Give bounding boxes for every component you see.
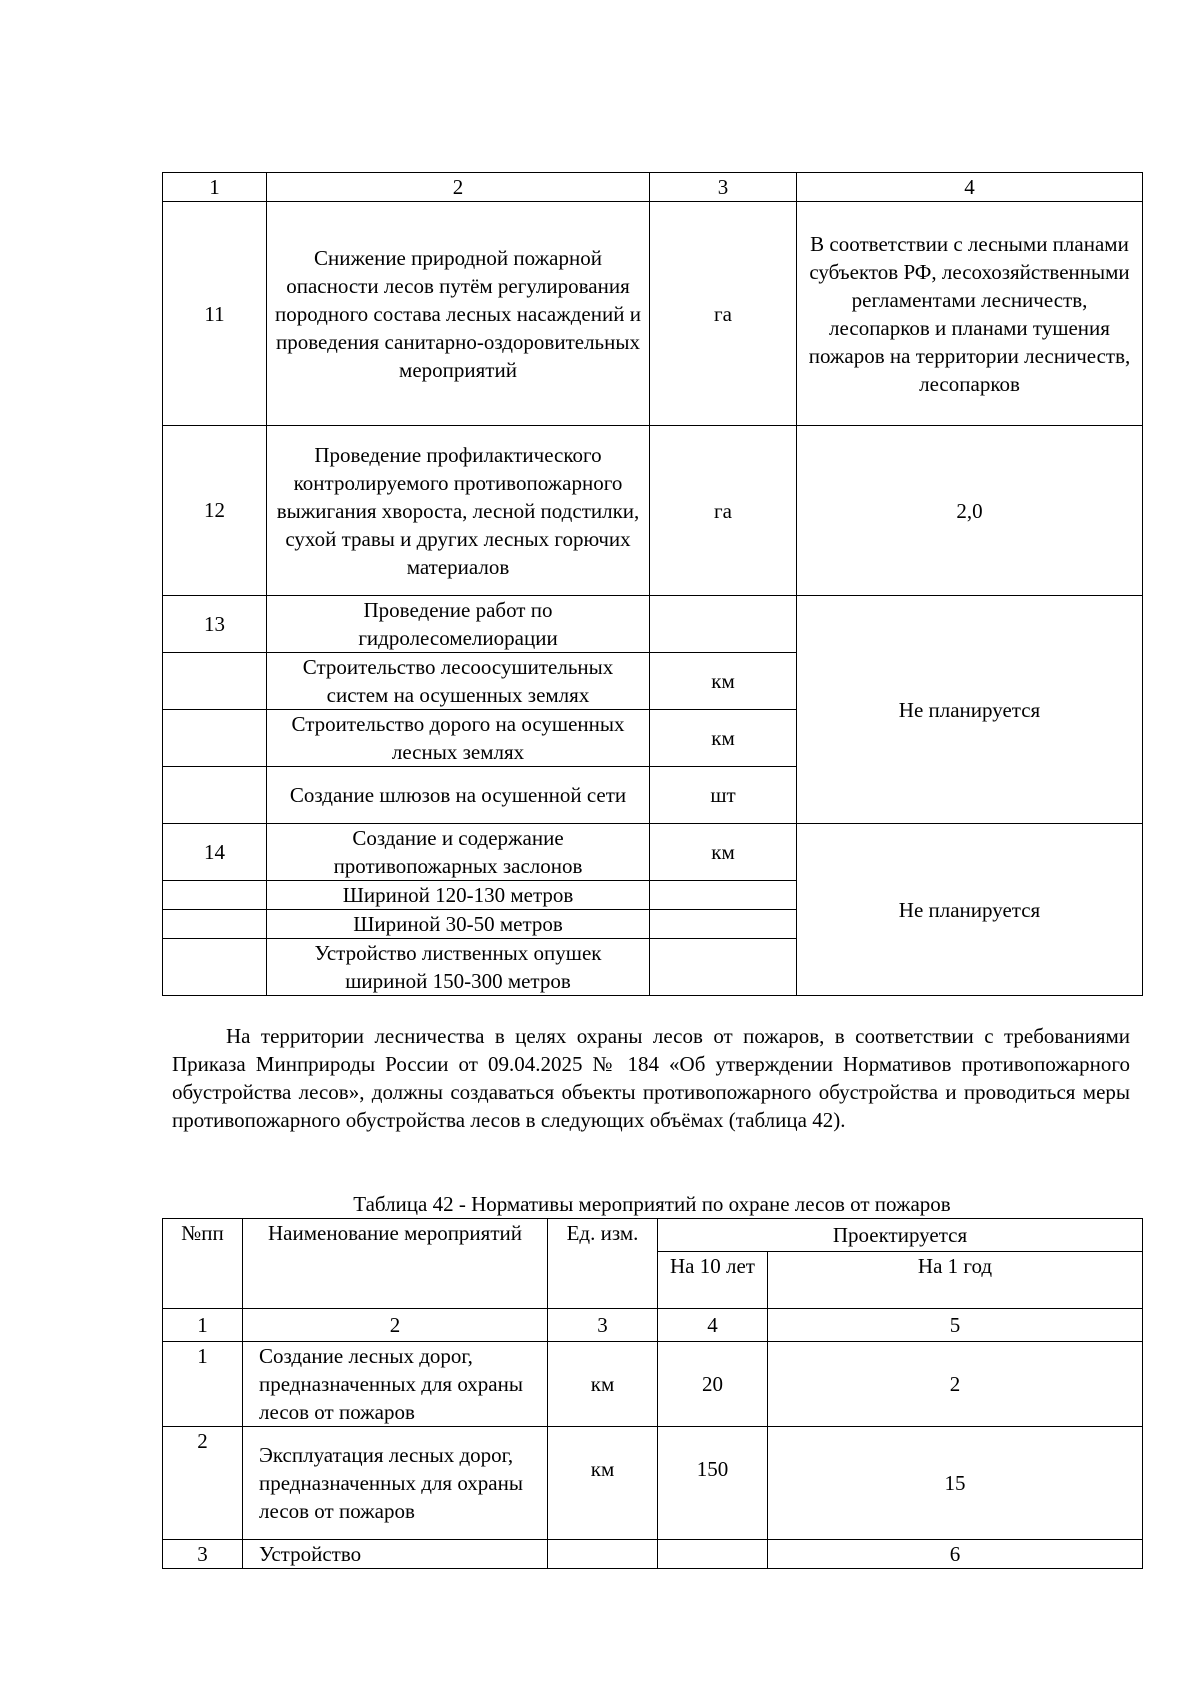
header-cell: 4 bbox=[797, 173, 1143, 202]
row-number bbox=[163, 939, 267, 996]
ten-year-value: 150 bbox=[658, 1427, 768, 1540]
row-number: 3 bbox=[163, 1540, 243, 1569]
unit-cell: км bbox=[548, 1342, 658, 1427]
one-year-value: 2 bbox=[768, 1342, 1143, 1427]
measure-name: Снижение природной пожарной опасности лесов путём регулирования породного состава лесных насаждений и проведения санитарно-оздоровительных мероприятий bbox=[267, 202, 650, 426]
row-number: 12 bbox=[163, 426, 267, 596]
volume-cell: Не планируется bbox=[797, 596, 1143, 824]
colnum-cell: 2 bbox=[243, 1309, 548, 1342]
colnum-cell: 1 bbox=[163, 1309, 243, 1342]
measure-name: Проведение работ по гидролесомелиорации bbox=[267, 596, 650, 653]
unit-cell bbox=[650, 881, 797, 910]
row-number bbox=[163, 881, 267, 910]
volume-cell: 2,0 bbox=[797, 426, 1143, 596]
row-number bbox=[163, 767, 267, 824]
one-year-value: 15 bbox=[768, 1427, 1143, 1540]
row-number: 14 bbox=[163, 824, 267, 881]
unit-cell bbox=[650, 910, 797, 939]
row-number bbox=[163, 910, 267, 939]
unit-cell: км bbox=[650, 710, 797, 767]
measure-name: Строительство дорого на осушенных лесных землях bbox=[267, 710, 650, 767]
fire-protection-norms-table bbox=[162, 1218, 1143, 1569]
unit-cell: км bbox=[548, 1427, 658, 1540]
fire-measures-table-continued bbox=[162, 172, 1143, 996]
column-number-row bbox=[163, 173, 1143, 202]
measure-name: Проведение профилактического контролируемого противопожарного выжигания хвороста, лесной подстилки, сухой травы и других лесных горючих материалов bbox=[267, 426, 650, 596]
volume-cell: В соответствии с лесными планами субъектов РФ, лесохозяйственными регламентами лесничеств, лесопарков и планами тушения пожаров на территории лесничеств, лесопарков bbox=[797, 202, 1143, 426]
unit-cell: га bbox=[650, 426, 797, 596]
table-row bbox=[163, 1540, 1143, 1569]
column-number-row bbox=[163, 1309, 1143, 1342]
table-row bbox=[163, 1427, 1143, 1540]
measure-name: Создание и содержание противопожарных заслонов bbox=[267, 824, 650, 881]
ten-year-value: 20 bbox=[658, 1342, 768, 1427]
table-row bbox=[163, 426, 1143, 596]
volume-cell: Не планируется bbox=[797, 824, 1143, 996]
row-number bbox=[163, 710, 267, 767]
header-name: Наименование мероприятий bbox=[243, 1219, 548, 1309]
header-10-years: На 10 лет bbox=[658, 1252, 768, 1309]
unit-cell bbox=[650, 939, 797, 996]
measure-name: Шириной 120-130 метров bbox=[267, 881, 650, 910]
table-row bbox=[163, 1342, 1143, 1427]
body-paragraph: На территории лесничества в целях охраны лесов от пожаров, в соответствии с требованиями Приказа Минприроды России от 09.04.2025 № 184 «Об утверждении Нормативов противопожарного обустройства лесов», должны создаваться объекты противопожарного обустройства и проводиться меры противопожарного обустройства лесов в следующих объёмах (таблица 42). bbox=[172, 1024, 1130, 1132]
measure-name: Устройство bbox=[243, 1540, 548, 1569]
header-num: №пп bbox=[163, 1219, 243, 1309]
measure-name: Шириной 30-50 метров bbox=[267, 910, 650, 939]
measure-name: Устройство лиственных опушек шириной 150-300 метров bbox=[267, 939, 650, 996]
unit-cell bbox=[650, 596, 797, 653]
table-row bbox=[163, 596, 1143, 653]
measure-name: Эксплуатация лесных дорог, предназначенных для охраны лесов от пожаров bbox=[243, 1427, 548, 1540]
header-cell: 1 bbox=[163, 173, 267, 202]
colnum-cell: 3 bbox=[548, 1309, 658, 1342]
row-number: 1 bbox=[163, 1342, 243, 1427]
table-header-row bbox=[163, 1219, 1143, 1252]
unit-cell: км bbox=[650, 653, 797, 710]
header-projected: Проектируется bbox=[658, 1219, 1143, 1252]
colnum-cell: 5 bbox=[768, 1309, 1143, 1342]
header-1-year: На 1 год bbox=[768, 1252, 1143, 1309]
unit-cell: га bbox=[650, 202, 797, 426]
row-number bbox=[163, 653, 267, 710]
one-year-value: 6 bbox=[768, 1540, 1143, 1569]
header-unit: Ед. изм. bbox=[548, 1219, 658, 1309]
measure-name: Создание шлюзов на осушенной сети bbox=[267, 767, 650, 824]
colnum-cell: 4 bbox=[658, 1309, 768, 1342]
ten-year-value bbox=[658, 1540, 768, 1569]
header-cell: 2 bbox=[267, 173, 650, 202]
header-cell: 3 bbox=[650, 173, 797, 202]
table-row bbox=[163, 202, 1143, 426]
unit-cell: км bbox=[650, 824, 797, 881]
table-caption: Таблица 42 - Нормативы мероприятий по охране лесов от пожаров bbox=[353, 1192, 951, 1216]
row-number: 11 bbox=[163, 202, 267, 426]
unit-cell: шт bbox=[650, 767, 797, 824]
measure-name: Строительство лесоосушительных систем на осушенных землях bbox=[267, 653, 650, 710]
measure-name: Создание лесных дорог, предназначенных для охраны лесов от пожаров bbox=[243, 1342, 548, 1427]
row-number: 2 bbox=[163, 1427, 243, 1540]
row-number: 13 bbox=[163, 596, 267, 653]
table-row bbox=[163, 824, 1143, 881]
unit-cell bbox=[548, 1540, 658, 1569]
